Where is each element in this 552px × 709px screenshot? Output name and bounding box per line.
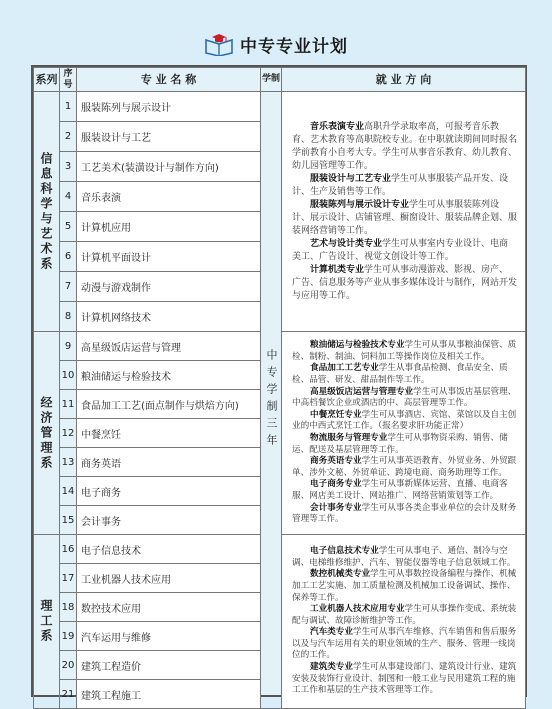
num-cell: 6 <box>60 242 77 272</box>
category-cell: 理工系 <box>34 535 60 709</box>
num-cell: 2 <box>60 122 77 152</box>
page-header <box>0 28 552 60</box>
major-cell: 计算机平面设计 <box>77 242 261 272</box>
num-cell: 21 <box>60 680 77 709</box>
header-system: 学制 <box>261 68 282 92</box>
header-num: 序号 <box>60 68 77 92</box>
num-cell: 11 <box>60 390 77 419</box>
major-cell: 汽车运用与维修 <box>77 622 261 651</box>
num-cell: 14 <box>60 477 77 506</box>
major-cell: 商务英语 <box>77 448 261 477</box>
table-row <box>34 92 526 122</box>
num-cell: 1 <box>60 92 77 122</box>
num-cell: 13 <box>60 448 77 477</box>
header-category: 系列 <box>34 68 60 92</box>
major-cell: 电子信息技术 <box>77 535 261 564</box>
major-cell: 数控技术应用 <box>77 593 261 622</box>
major-cell: 计算机应用 <box>77 212 261 242</box>
num-cell: 18 <box>60 593 77 622</box>
major-cell: 高星级饭店运营与管理 <box>77 332 261 361</box>
book-graduation-icon <box>204 32 234 56</box>
major-cell: 工艺美术(装潢设计与制作方向) <box>77 152 261 182</box>
major-cell: 工业机器人技术应用 <box>77 564 261 593</box>
career-cell: 粮油储运与检验技术专业学生可从事从事粮油保管、质检、制粉、制油、饲料加工等操作岗位及相关工作。 食品加工工艺专业学生从事食品检测、食品安全、质检、品管、研发、甜品制作等工作。 高星级饭店运营与管理专业学生可从事饭店基层管理、中高档餐饮企业或酒店的中、高层管理等工作。 中餐烹饪专业学生可从事酒店、宾馆、菜馆以及自主创业的中西式烹饪工作。（报名要求肝功能正常） 物流服务与管理专业学生可从事物资采购、销售、储运、配送及基层管理等工作。 商务英语专业学生可从事英语教育、外贸业务、外贸跟单、涉外文秘、外贸单证、跨境电商、商务助理等工作。 电子商务专业学生可从事新媒体运营、直播、电商客服、网店美工设计、网站推广、网络营销策划等工作。 会计事务专业学生可从事各类企事业单位的会计及财务管理等工作。 <box>282 332 526 535</box>
num-cell: 7 <box>60 272 77 302</box>
num-cell: 19 <box>60 622 77 651</box>
category-cell: 信息科学与艺术系 <box>34 92 60 332</box>
num-cell: 10 <box>60 361 77 390</box>
major-cell: 食品加工工艺(面点制作与烘焙方向) <box>77 390 261 419</box>
num-cell: 15 <box>60 506 77 535</box>
major-cell: 音乐表演 <box>77 182 261 212</box>
major-cell: 建筑工程造价 <box>77 651 261 680</box>
header-career: 就 业 方 向 <box>282 68 526 92</box>
plan-table-container <box>31 65 527 702</box>
num-cell: 9 <box>60 332 77 361</box>
num-cell: 5 <box>60 212 77 242</box>
num-cell: 12 <box>60 419 77 448</box>
major-cell: 建筑工程施工 <box>77 680 261 709</box>
major-cell: 会计事务 <box>77 506 261 535</box>
major-cell: 中餐烹饪 <box>77 419 261 448</box>
career-cell: 音乐表演专业高职升学录取率高，可报考音乐教育、艺术教育等高职院校专业。在中职就读期间同时报名学前教育小自考大专。学生可从事音乐教育、幼儿教育、幼儿园管理等工作。 服装设计与工艺专业学生可从事服装产品开发、设计、生产及销售等工作。 服装陈列与展示设计专业学生可从事服装陈列设计、展示设计、店铺管理、橱窗设计、服装品牌企划、服装网络营销等工作。 艺术与设计类专业学生可从事室内专业设计、电商美工、广告设计、视觉文创设计等工作。 计算机类专业学生可从事动漫游戏、影视、房产、广告、信息服务等产业从事多媒体设计与制作，网站开发与应用等工作。 <box>282 92 526 332</box>
category-cell: 经济管理系 <box>34 332 60 535</box>
num-cell: 4 <box>60 182 77 212</box>
table-header-row <box>34 68 526 92</box>
page-title: 中专专业计划 <box>240 36 348 57</box>
num-cell: 16 <box>60 535 77 564</box>
plan-table <box>33 67 526 709</box>
major-cell: 服装设计与工艺 <box>77 122 261 152</box>
num-cell: 3 <box>60 152 77 182</box>
num-cell: 8 <box>60 302 77 332</box>
major-cell: 粮油储运与检验技术 <box>77 361 261 390</box>
major-cell: 服装陈列与展示设计 <box>77 92 261 122</box>
major-cell: 计算机网络技术 <box>77 302 261 332</box>
header-major: 专 业 名 称 <box>77 68 261 92</box>
career-cell: 电子信息技术专业学生可从事电子、通信、制冷与空调、电梯维修维护、汽车、智能仪器等电子信息领域工作。 数控机械类专业学生可从事数控设备编程与操作、机械加工工艺实施、加工质量检测及机械加工设备调试、操作、保养等工作。 工业机器人技术应用专业学生可从事操作变成、系统装配与调试、故障诊断维护等工作。 汽车类专业学生可从事汽车维修、汽车销售和售后服务以及与汽车运用有关的职业领域的生产、服务、管理一线岗位的工作。 建筑类专业学生可从事建设部门、建筑设计行业、建筑安装及装饰行业设计、制图和一般工业与民用建筑工程的施工工作和基层的生产技术管理等工作。 <box>282 535 526 709</box>
major-cell: 电子商务 <box>77 477 261 506</box>
major-cell: 动漫与游戏制作 <box>77 272 261 302</box>
system-cell: 中专学制三年 <box>261 92 282 709</box>
num-cell: 20 <box>60 651 77 680</box>
num-cell: 17 <box>60 564 77 593</box>
